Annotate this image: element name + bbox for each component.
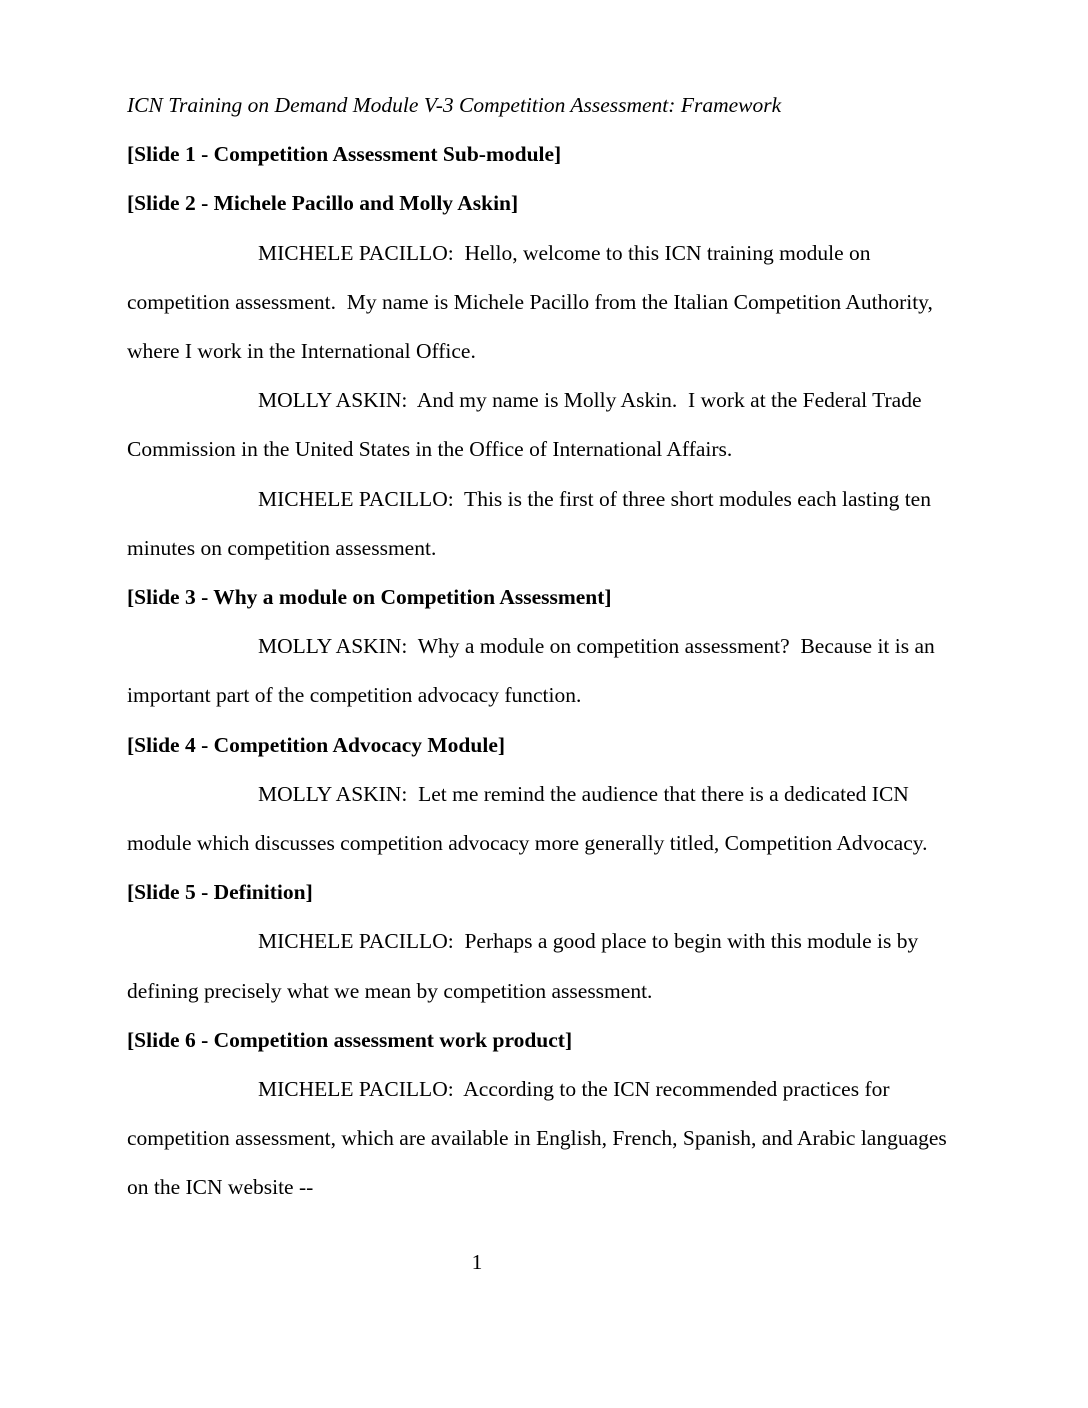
paragraph-line: module which discusses competition advocacy more generally titled, Competition Advocacy. [127,831,928,856]
slide-heading: [Slide 1 - Competition Assessment Sub-module] [127,142,562,167]
paragraph-line: competition assessment. My name is Michele Pacillo from the Italian Competition Authority, [127,289,933,314]
slide-heading: [Slide 3 - Why a module on Competition Assessment] [127,585,612,610]
paragraph-line: where I work in the International Office. [127,339,476,364]
paragraph-line: MOLLY ASKIN: And my name is Molly Askin. I work at the Federal Trade [258,388,922,413]
paragraph-line: Commission in the United States in the Office of International Affairs. [127,437,733,462]
slide-heading: [Slide 5 - Definition] [127,880,313,905]
page-number: 1 [471,1250,483,1274]
paragraph-line: MICHELE PACILLO: Hello, welcome to this ICN training module on [258,240,871,265]
paragraph-line: defining precisely what we mean by competition assessment. [127,978,653,1003]
paragraph-line: on the ICN website -- [127,1175,314,1200]
paragraph-line: minutes on competition assessment. [127,535,437,560]
paragraph-line: MICHELE PACILLO: According to the ICN recommended practices for [258,1077,890,1102]
paragraph-line: MOLLY ASKIN: Let me remind the audience that there is a dedicated ICN [258,781,909,806]
transcript-body [127,81,961,1213]
slide-heading: [Slide 4 - Competition Advocacy Module] [127,732,506,757]
document-title: ICN Training on Demand Module V-3 Competition Assessment: Framework [127,93,782,117]
page-footer [127,1238,827,1287]
slide-heading: [Slide 2 - Michele Pacillo and Molly Askin] [127,191,519,216]
paragraph-line: MICHELE PACILLO: Perhaps a good place to begin with this module is by [258,929,919,954]
paragraph-line: MICHELE PACILLO: This is the first of three short modules each lasting ten [258,486,931,511]
paragraph-line: important part of the competition advocacy function. [127,683,582,708]
slide-heading: [Slide 6 - Competition assessment work product] [127,1027,573,1052]
paragraph-line: competition assessment, which are available in English, French, Spanish, and Arabic languages [127,1126,947,1151]
paragraph-line: MOLLY ASKIN: Why a module on competition assessment? Because it is an [258,634,935,659]
